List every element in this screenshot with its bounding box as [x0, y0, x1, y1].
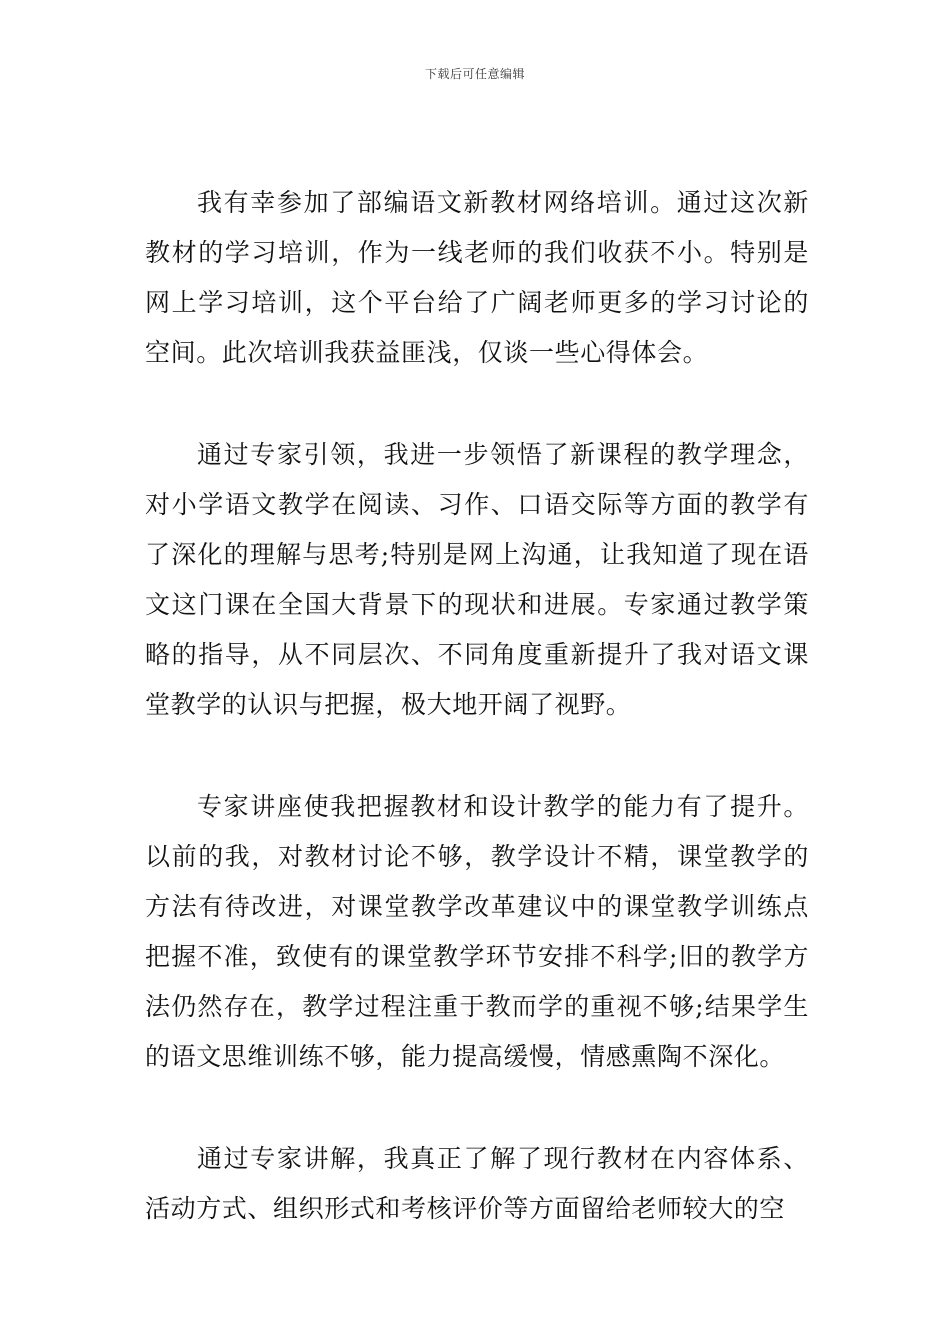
paragraph-3: 专家讲座使我把握教材和设计教学的能力有了提升。以前的我，对教材讨论不够，教学设计不精，课堂教学的方法有待改进，对课堂教学改革建议中的课堂教学训练点把握不准，致使有的课堂教学环节安排不科学;旧的教学方法仍然存在，教学过程注重于教而学的重视不够;结果学生的语文思维训练不够，能力提高缓慢，情感熏陶不深化。 [145, 792, 809, 1071]
paragraph-4: 通过专家讲解，我真正了解了现行教材在内容体系、活动方式、组织形式和考核评价等方面留给老师较大的空 [145, 1144, 809, 1223]
paragraph-2: 通过专家引领，我进一步领悟了新课程的教学理念，对小学语文教学在阅读、习作、口语交际等方面的教学有了深化的理解与思考;特别是网上沟通，让我知道了现在语文这门课在全国大背景下的现状和进展。专家通过教学策略的指导，从不同层次、不同角度重新提升了我对语文课堂教学的认识与把握，极大地开阔了视野。 [145, 440, 809, 719]
paragraph-1: 我有幸参加了部编语文新教材网络培训。通过这次新教材的学习培训，作为一线老师的我们收获不小。特别是网上学习培训，这个平台给了广阔老师更多的学习讨论的空间。此次培训我获益匪浅，仅谈一些心得体会。 [145, 188, 809, 367]
header-note: 下载后可任意编辑 [424, 67, 525, 81]
document-body [145, 178, 809, 1286]
